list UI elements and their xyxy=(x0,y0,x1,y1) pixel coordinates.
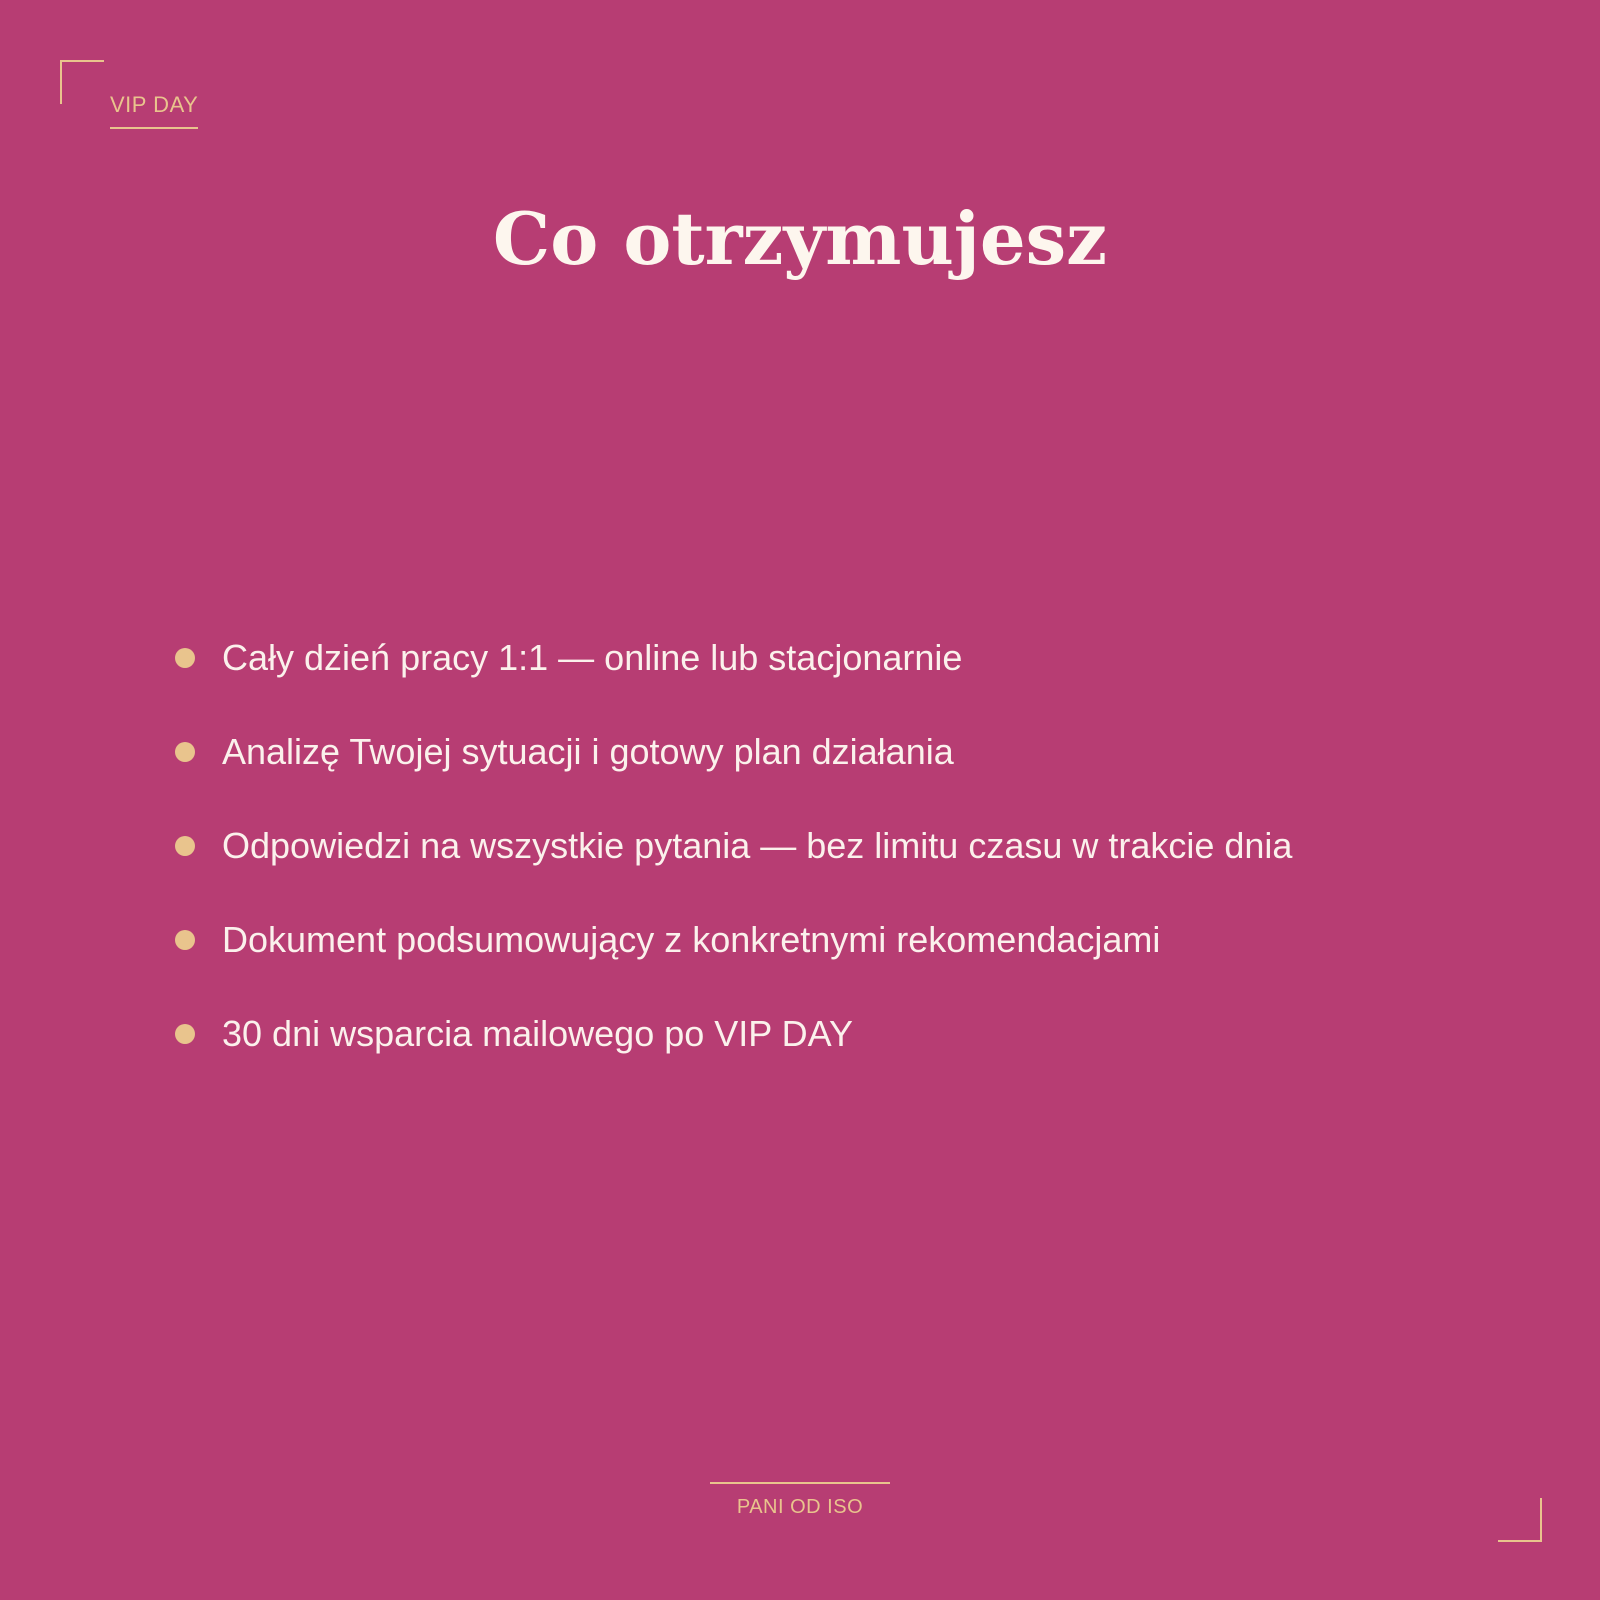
bullet-dot-icon xyxy=(175,1024,195,1044)
benefits-list xyxy=(174,632,1404,1102)
list-item xyxy=(174,820,1404,872)
list-item-text: 30 dni wsparcia mailowego po VIP DAY xyxy=(222,1013,854,1054)
list-item xyxy=(174,914,1404,966)
list-item-text: Analizę Twojej sytuacji i gotowy plan działania xyxy=(222,731,954,772)
corner-frame-top-left xyxy=(60,60,104,104)
bullet-dot-icon xyxy=(175,648,195,668)
list-item-text: Odpowiedzi na wszystkie pytania — bez limitu czasu w trakcie dnia xyxy=(222,825,1293,866)
corner-frame-bottom-right xyxy=(1498,1498,1542,1542)
bullet-dot-icon xyxy=(175,742,195,762)
footer-brand: PANI OD ISO xyxy=(710,1482,890,1519)
bullet-dot-icon xyxy=(175,930,195,950)
section-tag: VIP DAY xyxy=(110,92,198,129)
bullet-dot-icon xyxy=(175,836,195,856)
page-title: Co otrzymujesz xyxy=(492,196,1108,281)
list-item-text: Cały dzień pracy 1:1 — online lub stacjonarnie xyxy=(222,637,963,678)
list-item xyxy=(174,632,1404,684)
list-item xyxy=(174,726,1404,778)
list-item xyxy=(174,1008,1404,1060)
list-item-text: Dokument podsumowujący z konkretnymi rekomendacjami xyxy=(222,919,1161,960)
